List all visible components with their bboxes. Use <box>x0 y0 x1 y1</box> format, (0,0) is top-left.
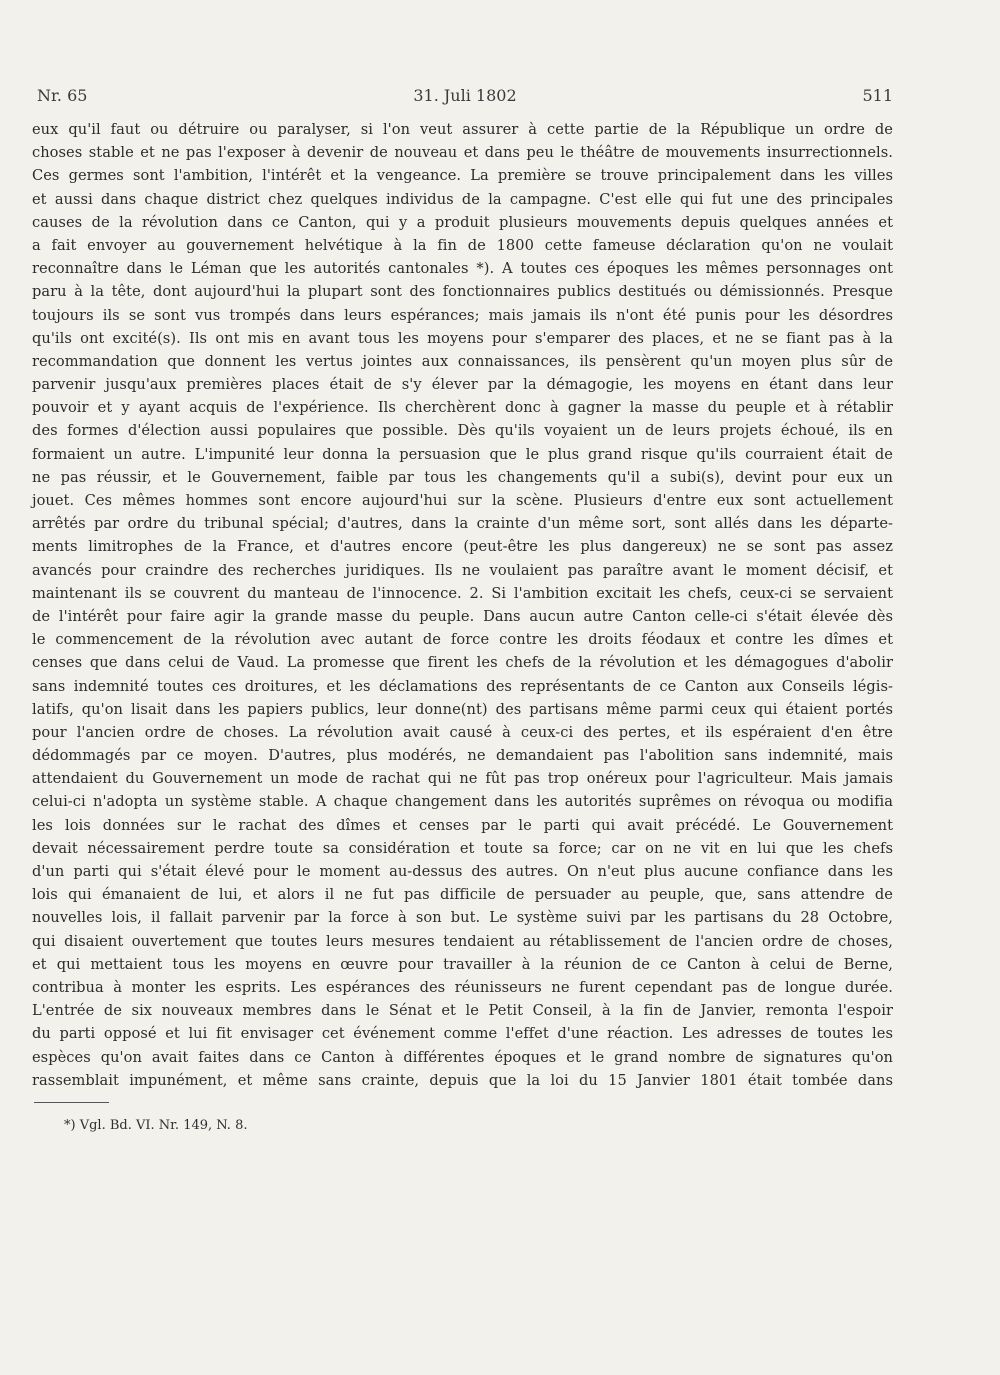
page-header <box>37 86 893 110</box>
footnote-rule <box>34 1102 109 1103</box>
text-line: devait nécessairement perdre toute sa considération et toute sa force; car on ne vit en lui que les chefs <box>32 839 893 857</box>
text-line: maintenant ils se couvrent du manteau de l'innocence. 2. Si l'ambition excitait les chefs, ceux-ci se servaient <box>32 584 893 602</box>
text-line: qui disaient ouvertement que toutes leurs mesures tendaient au rétablissement de l'ancien ordre de choses, <box>32 932 893 950</box>
document-date: 31. Juli 1802 <box>413 86 517 105</box>
text-line: celui-ci n'adopta un système stable. A chaque changement dans les autorités suprêmes on révoqua ou modifia <box>32 793 893 811</box>
text-line: qu'ils ont excité(s). Ils ont mis en avant tous les moyens pour s'emparer des places, et ne se fiant pas à la <box>32 329 893 347</box>
text-line: dédommagés par ce moyen. D'autres, plus modérés, ne demandaient pas l'abolition sans indemnité, mais <box>32 747 893 765</box>
text-line: reconnaître dans le Léman que les autorités cantonales *). A toutes ces époques les mêmes personnages ont <box>32 260 893 278</box>
text-line: a fait envoyer au gouvernement helvétique à la fin de 1800 cette fameuse déclaration qu'on ne voulait <box>32 236 893 254</box>
text-line: ments limitrophes de la France, et d'autres encore (peut-être les plus dangereux) ne se sont pas assez <box>32 538 893 556</box>
text-line: causes de la révolution dans ce Canton, qui y a produit plusieurs mouvements depuis quelques années et <box>32 213 893 231</box>
text-line: Ces germes sont l'ambition, l'intérêt et la vengeance. La première se trouve principalement dans les villes <box>32 167 893 185</box>
text-line: de l'intérêt pour faire agir la grande masse du peuple. Dans aucun autre Canton celle-ci s'était élevée dès <box>32 607 893 625</box>
page-number: 511 <box>862 86 893 105</box>
text-line: rassemblait impunément, et même sans crainte, depuis que la loi du 15 Janvier 1801 était tombée dans <box>32 1071 893 1089</box>
footnote: *) Vgl. Bd. VI. Nr. 149, N. 8. <box>64 1118 248 1133</box>
body-text <box>32 118 893 1092</box>
text-line: nouvelles lois, il fallait parvenir par la force à son but. Le système suivi par les partisans du 28 Octobre, <box>32 909 893 927</box>
text-line: attendaient du Gouvernement un mode de rachat qui ne fût pas trop onéreux pour l'agriculteur. Mais jamais <box>32 770 893 788</box>
text-line: pour l'ancien ordre de choses. La révolution avait causé à ceux-ci des pertes, et ils espéraient d'en être <box>32 723 893 741</box>
text-line: lois qui émanaient de lui, et alors il ne fut pas difficile de persuader au peuple, que, sans attendre de <box>32 886 893 904</box>
text-line: avancés pour craindre des recherches juridiques. Ils ne voulaient pas paraître avant le moment décisif, et <box>32 561 893 579</box>
text-line: pouvoir et y ayant acquis de l'expérience. Ils cherchèrent donc à gagner la masse du peuple et à rétablir <box>32 399 893 417</box>
text-line: eux qu'il faut ou détruire ou paralyser, si l'on veut assurer à cette partie de la République un ordre de <box>32 121 893 138</box>
text-line: et qui mettaient tous les moyens en œuvre pour travailler à la réunion de ce Canton à celui de Berne, <box>32 955 893 973</box>
text-line: choses stable et ne pas l'exposer à devenir de nouveau et dans peu le théâtre de mouvements insurrectionnels. <box>32 144 893 162</box>
text-line: contribua à monter les esprits. Les espérances des réunisseurs ne furent cependant pas de longue durée. <box>32 978 893 996</box>
text-line: recommandation que donnent les vertus jointes aux connaissances, ils pensèrent qu'un moyen plus sûr de <box>32 352 893 370</box>
text-line: toujours ils se sont vus trompés dans leurs espérances; mais jamais ils n'ont été punis pour les désordres <box>32 306 893 324</box>
text-line: et aussi dans chaque district chez quelques individus de la campagne. C'est elle qui fut une des principales <box>32 190 893 208</box>
text-line: des formes d'élection aussi populaires que possible. Dès qu'ils voyaient un de leurs projets échoué, ils en <box>32 422 893 440</box>
text-line: les lois données sur le rachat des dîmes et censes par le parti qui avait précédé. Le Gouvernement <box>32 816 893 834</box>
text-line: jouet. Ces mêmes hommes sont encore aujourd'hui sur la scène. Plusieurs d'entre eux sont actuellement <box>32 492 893 509</box>
text-line: d'un parti qui s'était élevé pour le moment au-dessus des autres. On n'eut plus aucune confiance dans les <box>32 863 893 880</box>
text-line: parvenir jusqu'aux premières places était de s'y élever par la démagogie, les moyens en étant dans leur <box>32 376 893 394</box>
text-line: sans indemnité toutes ces droitures, et les déclamations des représentants de ce Canton aux Conseils légis- <box>32 677 893 695</box>
text-line: ne pas réussir, et le Gouvernement, faible par tous les changements qu'il a subi(s), devint pour eux un <box>32 468 893 486</box>
text-line: le commencement de la révolution avec autant de force contre les droits féodaux et contre les dîmes et <box>32 631 893 649</box>
text-line: paru à la tête, dont aujourd'hui la plupart sont des fonctionnaires publics destitués ou démissionnés. Presque <box>32 283 893 301</box>
text-line: du parti opposé et lui fit envisager cet événement comme l'effet d'une réaction. Les adresses de toutes les <box>32 1025 893 1043</box>
text-line: latifs, qu'on lisait dans les papiers publics, leur donne(nt) des partisans même parmi ceux qui étaient portés <box>32 700 893 718</box>
text-line: formaient un autre. L'impunité leur donna la persuasion que le plus grand risque qu'ils courraient était de <box>32 445 893 463</box>
text-line: arrêtés par ordre du tribunal spécial; d'autres, dans la crainte d'un même sort, sont allés dans les départe- <box>32 515 893 533</box>
text-line: espèces qu'on avait faites dans ce Canton à différentes époques et le grand nombre de signatures qu'on <box>32 1048 893 1066</box>
document-number: Nr. 65 <box>37 86 88 105</box>
text-line: L'entrée de six nouveaux membres dans le Sénat et le Petit Conseil, à la fin de Janvier, remonta l'espoir <box>32 1002 893 1020</box>
text-line: censes que dans celui de Vaud. La promesse que firent les chefs de la révolution et les démagogues d'abolir <box>32 654 893 672</box>
